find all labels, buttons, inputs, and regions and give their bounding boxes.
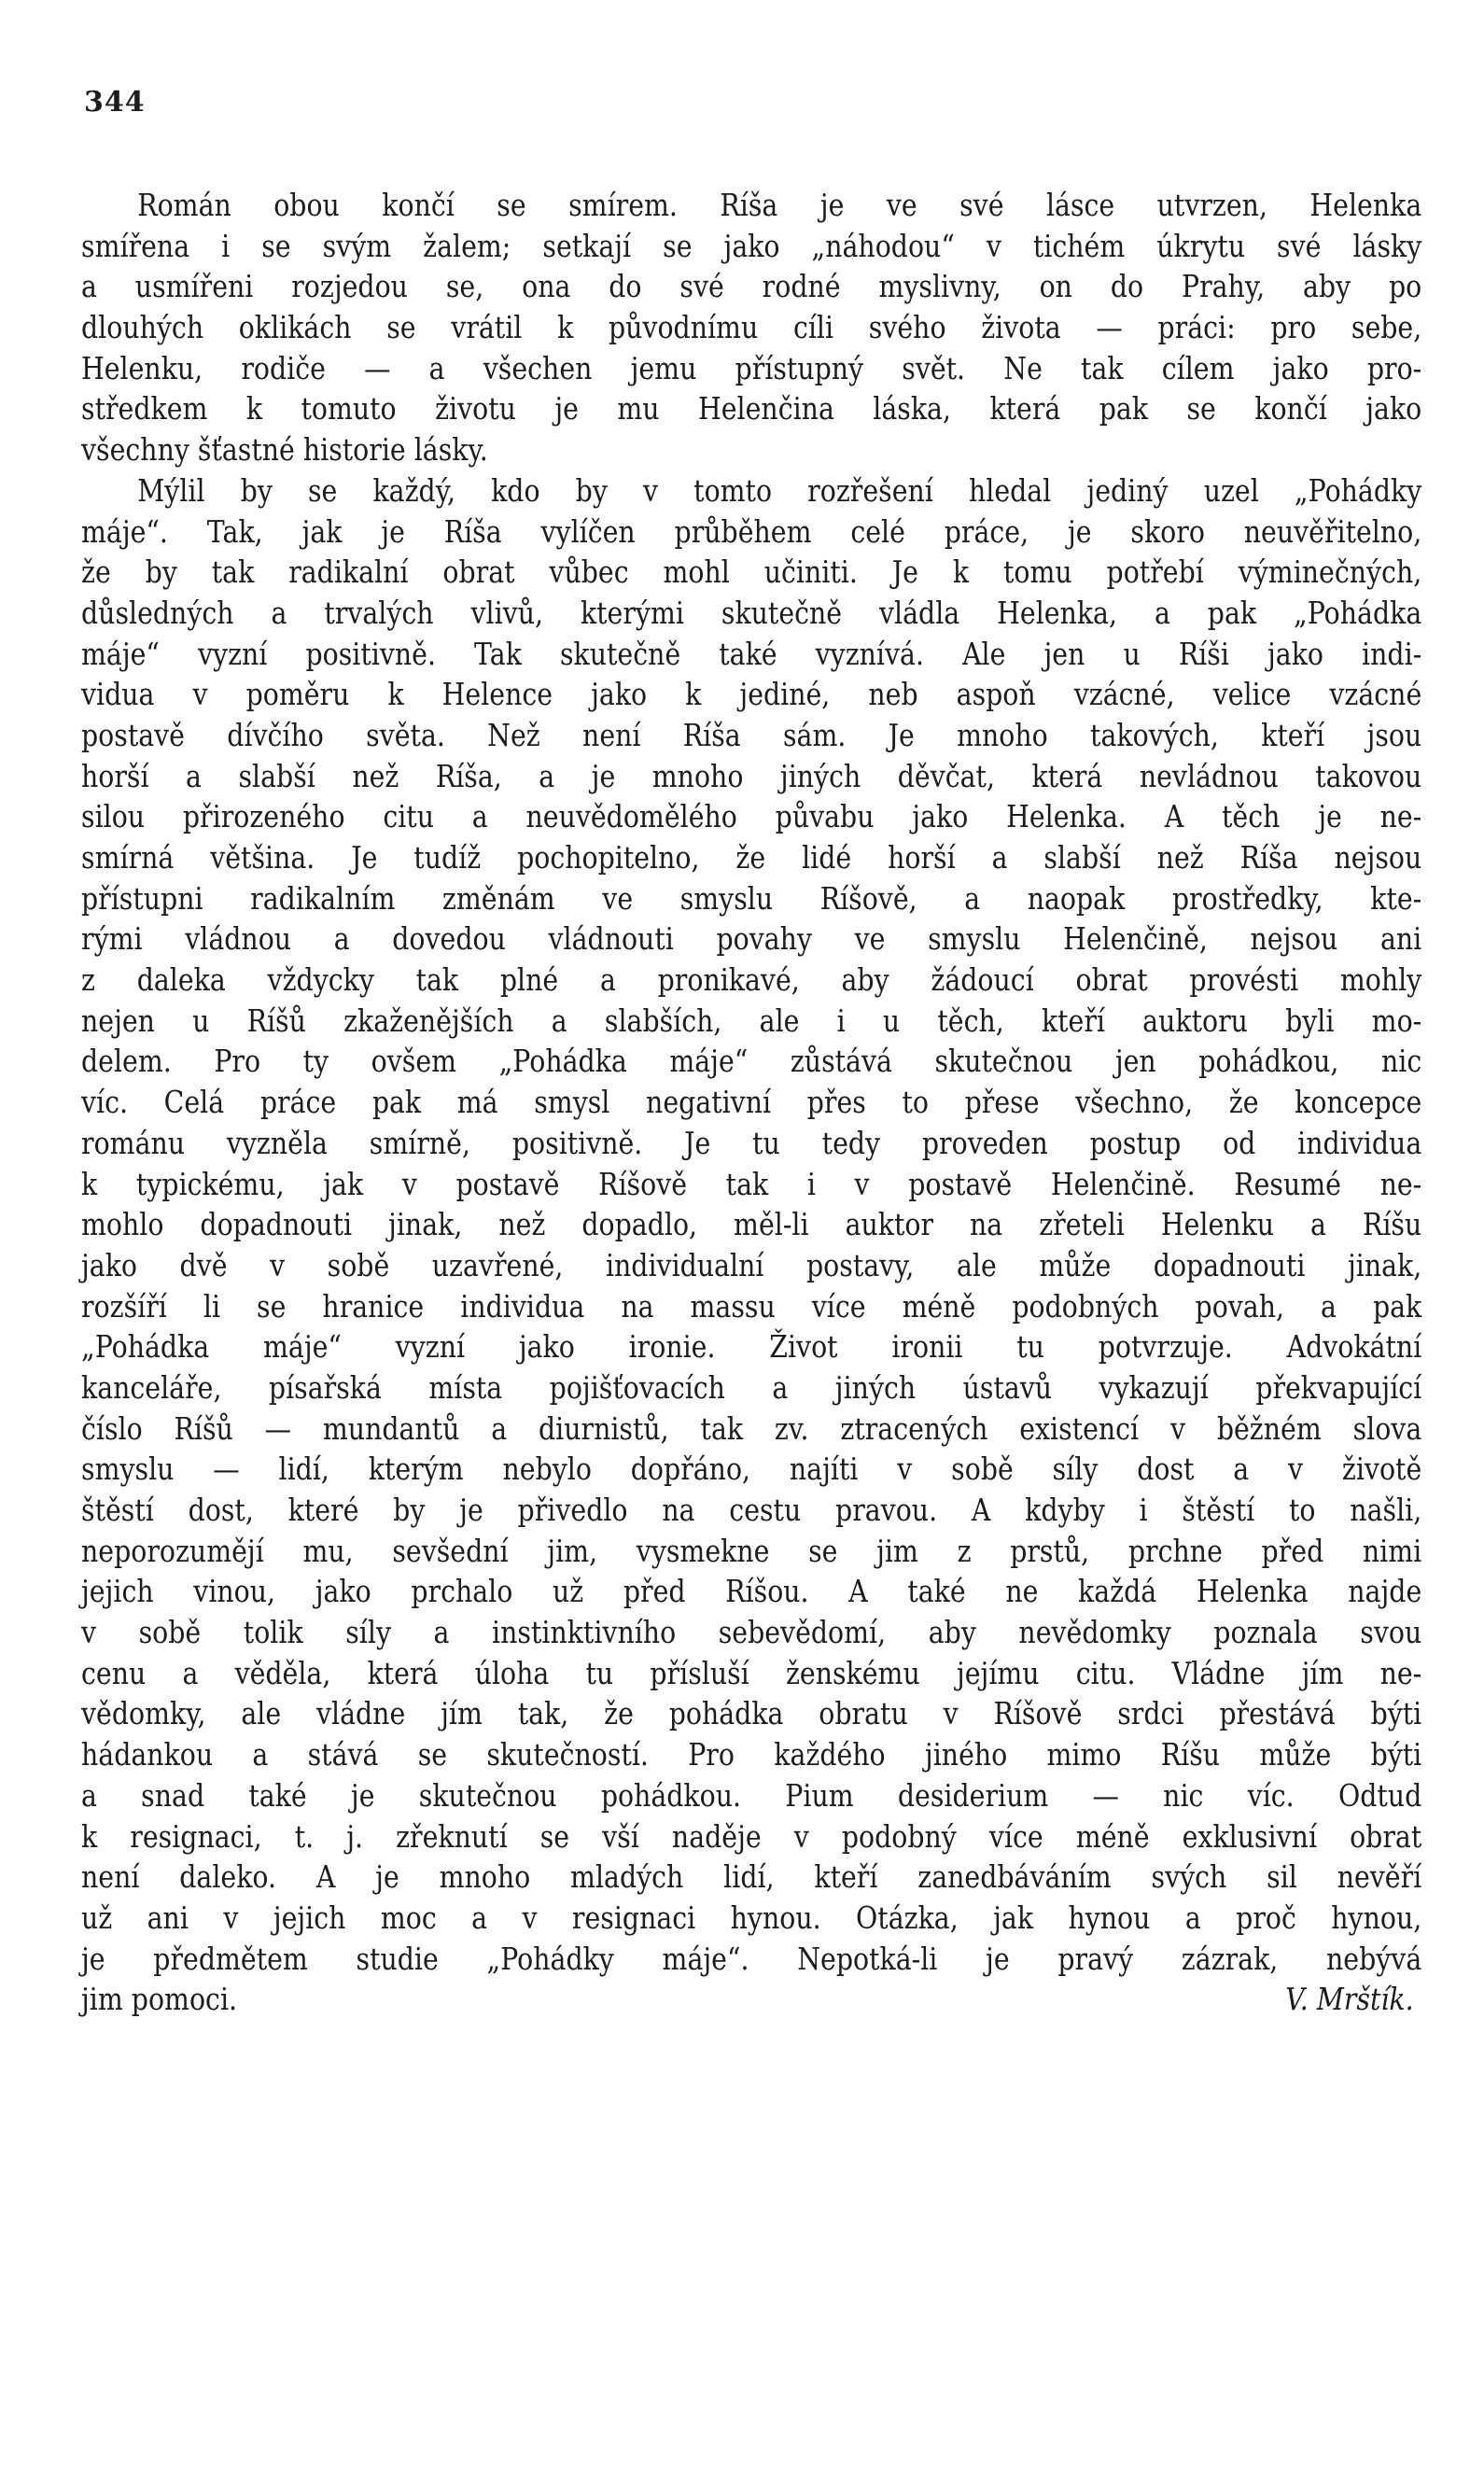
paragraph-1 <box>81 185 1421 470</box>
text-line: Román obou končí se smírem. Ríša je ve své lásce utvrzen, Helenka <box>137 187 1422 223</box>
text-line: víc. Celá práce pak má smysl negativní přes to přese všechno, že koncepce <box>81 1084 1422 1121</box>
text-line: máje“. Tak, jak je Ríša vylíčen průběhem celé práce, je skoro neuvěřitelno, <box>81 512 1422 550</box>
author-signature: V. Mrštík. <box>1285 1981 1414 2018</box>
text-line: silou přirozeného citu a neuvědomělého půvabu jako Helenka. A těch je ne- <box>81 798 1422 835</box>
text-line: přístupni radikalním změnám ve smyslu Ríšově, a naopak prostředky, kte- <box>81 879 1422 917</box>
text-line: kanceláře, písařská místa pojišťovacích a jiných ústavů vykazují překvapující <box>81 1368 1422 1406</box>
paragraph-2 <box>81 470 1421 2020</box>
text-line: rými vládnou a dovedou vládnouti povahy ve smyslu Helenčině, nejsou ani <box>81 920 1422 958</box>
text-line: rozšíří li se hranice individua na massu více méně podobných povah, a pak <box>81 1287 1422 1325</box>
final-line-text: jim pomoci. <box>81 1981 238 2018</box>
text-line: máje“ vyzní positivně. Tak skutečně také vyznívá. Ale jen u Ríši jako indi- <box>81 635 1422 672</box>
text-line: k resignaci, t. j. zřeknutí se vší naděje v podobný více méně exklusivní obrat <box>81 1817 1422 1855</box>
text-line: mohlo dopadnouti jinak, než dopadlo, měl-li auktor na zřeteli Helenku a Ríšu <box>81 1206 1422 1243</box>
text-line: vědomky, ale vládne jím tak, že pohádka obratu v Ríšově srdci přestává býti <box>81 1695 1422 1732</box>
text-line: postavě dívčího světa. Než není Ríša sám. Je mnoho takových, kteří jsou <box>81 716 1422 753</box>
text-line: z daleka vždycky tak plné a pronikavé, aby žádoucí obrat provésti mohly <box>81 961 1422 999</box>
text-line: všechny šťastné historie lásky. <box>81 431 488 469</box>
text-line: vidua v poměru k Helence jako k jediné, neb aspoň vzácné, velice vzácné <box>81 676 1422 713</box>
text-line: smyslu — lidí, kterým nebylo dopřáno, najíti v sobě síly dost a v životě <box>81 1451 1422 1488</box>
text-line: v sobě tolik síly a instinktivního sebevědomí, aby nevědomky poznala svou <box>81 1614 1422 1651</box>
text-line: a usmířeni rozjedou se, ona do své rodné myslivny, on do Prahy, aby po <box>81 268 1422 305</box>
text-line: neporozumějí mu, sevšední jim, vysmekne se jim z prstů, prchne před nimi <box>81 1532 1422 1569</box>
text-line: že by tak radikalní obrat vůbec mohl učiniti. Je k tomu potřebí výminečných, <box>81 554 1422 591</box>
text-line: smířena i se svým žalem; setkají se jako „náhodou“ v tichém úkrytu své lásky <box>81 227 1422 264</box>
text-line: k typickému, jak v postavě Ríšově tak i v postavě Helenčině. Resumé ne- <box>81 1165 1422 1202</box>
page-number: 344 <box>84 86 146 119</box>
text-line: cenu a věděla, která úloha tu přísluší ženskému jejímu citu. Vládne jím ne- <box>81 1654 1422 1691</box>
text-line: a snad také je skutečnou pohádkou. Pium desiderium — nic víc. Odtud <box>81 1776 1422 1814</box>
text-line: je předmětem studie „Pohádky máje“. Nepotká-li je pravý zázrak, nebývá <box>81 1940 1422 1977</box>
text-line: už ani v jejich moc a v resignaci hynou. Otázka, jak hynou a proč hynou, <box>81 1899 1422 1936</box>
text-line: románu vyzněla smírně, positivně. Je tu tedy proveden postup od individua <box>81 1124 1422 1161</box>
text-line: nejen u Ríšů zkaženějších a slabších, ale i u těch, kteří auktoru byli mo- <box>81 1002 1422 1039</box>
text-line: horší a slabší než Ríša, a je mnoho jiných děvčat, která nevládnou takovou <box>81 757 1422 794</box>
text-line: dlouhých oklikách se vrátil k původnímu cíli svého života — práci: pro sebe, <box>81 309 1422 346</box>
text-line: „Pohádka máje“ vyzní jako ironie. Život ironii tu potvrzuje. Advokátní <box>81 1328 1422 1366</box>
text-line: Helenku, rodiče — a všechen jemu přístupný svět. Ne tak cílem jako pro- <box>81 349 1422 386</box>
signoff-line <box>81 1979 1421 2020</box>
text-line: smírná většina. Je tudíž pochopitelno, že lidé horší a slabší než Ríša nejsou <box>81 839 1422 876</box>
text-line: delem. Pro ty ovšem „Pohádka máje“ zůstává skutečnou jen pohádkou, nic <box>81 1043 1422 1080</box>
text-line: hádankou a stává se skutečností. Pro každého jiného mimo Ríšu může býti <box>81 1736 1422 1773</box>
text-line: jejich vinou, jako prchalo už před Ríšou. A také ne každá Helenka najde <box>81 1573 1422 1610</box>
text-line: důsledných a trvalých vlivů, kterými skutečně vládla Helenka, a pak „Pohádka <box>81 594 1422 631</box>
text-line: Mýlil by se každý, kdo by v tomto rozřešení hledal jediný uzel „Pohádky <box>137 471 1422 509</box>
text-line: jako dvě v sobě uzavřené, individualní postavy, ale může dopadnouti jinak, <box>81 1246 1422 1283</box>
text-line: štěstí dost, které by je přivedlo na cestu pravou. A kdyby i štěstí to našli, <box>81 1492 1422 1528</box>
text-line: středkem k tomuto životu je mu Helenčina láska, která pak se končí jako <box>81 390 1422 428</box>
article-text <box>81 185 1421 2020</box>
text-line: není daleko. A je mnoho mladých lidí, kteří zanedbáváním svých sil nevěří <box>81 1858 1422 1896</box>
text-line: číslo Ríšů — mundantů a diurnistů, tak zv. ztracených existencí v běžném slova <box>81 1409 1422 1447</box>
